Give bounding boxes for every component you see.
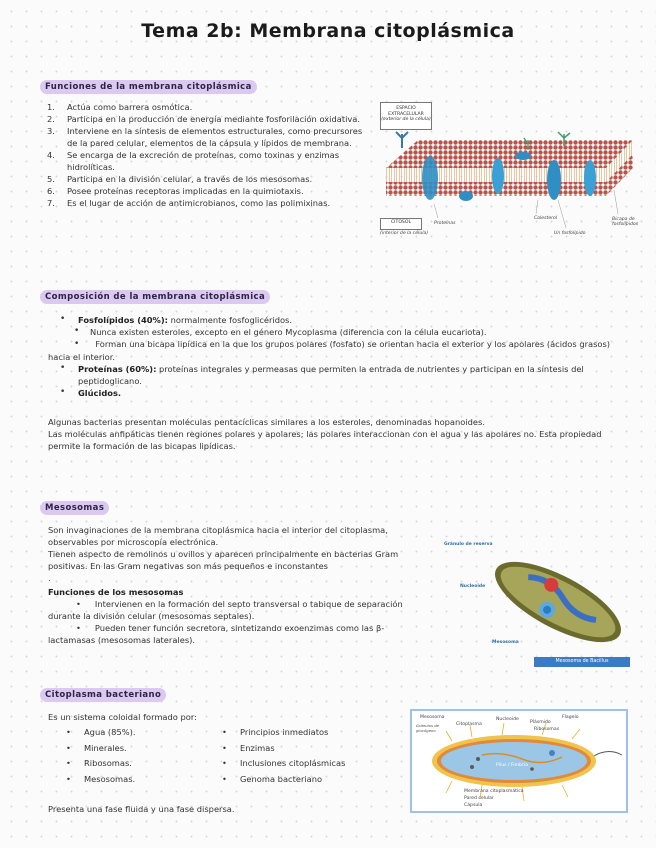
bullet-dot: • — [66, 773, 71, 784]
anfipaticas-paragraph: Las moléculas anfipáticas tienen regiones polares y apolares; las polares interaccionan con el agua y las apolares no. Esta propiedad permite la formación de las bicapas lipídicas. — [48, 429, 602, 451]
label-plasmido: Plásmido — [530, 720, 551, 725]
sub-bullet-bicapa — [48, 338, 628, 363]
citoplasma-item — [62, 756, 212, 772]
funcion-item — [47, 125, 369, 149]
bullet-glucidos — [48, 387, 628, 399]
extracellular-sub: (exterior de la célula) — [381, 117, 431, 122]
section-heading-citoplasma: Citoplasma bacteriano — [40, 688, 166, 702]
label-granulo: Gránulo de reserva — [444, 542, 493, 547]
citoplasma-item-text: Ribosomas. — [84, 758, 132, 768]
citoplasma-item-text: Agua (85%). — [84, 727, 136, 737]
extracellular-label: ESPACIO EXTRACELULAR — [388, 106, 424, 117]
bullet-dot: • — [222, 758, 227, 768]
item-number: 5. — [47, 174, 55, 184]
citoplasma-item — [218, 772, 378, 788]
bullet-dot: • — [66, 758, 71, 768]
item-number: 2. — [47, 114, 55, 124]
secretora-text: Pueden tener función secretora, sintetizando exoenzimas como las β-lactamasas (mesosomas laterales). — [48, 623, 385, 645]
item-text: Participa en la división celular, a través de los mesosomas. — [67, 174, 313, 184]
mesosomas-definition: Son invaginaciones de la membrana citoplásmica hacia el interior del citoplasma, observables por microscopía electrónica. — [48, 525, 388, 547]
citoplasma-item — [62, 772, 212, 788]
citoplasma-intro: Es un sistema coloidal formado por: — [48, 712, 197, 722]
label-flagelo: Flagelo — [562, 715, 579, 720]
mesosomas-dot: . — [48, 573, 51, 583]
bullet-dot: • — [74, 339, 80, 349]
septo-text: Intervienen en la formación del septo transversal o tabique de separación durante la división celular (mesosomas septales). — [48, 599, 403, 621]
bacillus-svg — [440, 534, 636, 670]
item-number: 3. — [47, 126, 55, 136]
citoplasma-item-text: Principios inmediatos — [240, 727, 329, 737]
citoplasma-item — [218, 741, 378, 757]
section-heading-funciones: Funciones de la membrana citoplásmica — [40, 80, 257, 94]
citoplasma-outro: Presenta una fase fluida y una fase dispersa. — [48, 804, 235, 814]
mesosoma-figure — [440, 534, 636, 670]
mesosomas-aspect: Tienen aspecto de remolinos u ovillos y aparecen principalmente en bacterias Gram positivas. En las Gram negativas son más pequeños e inconstantes — [48, 549, 399, 571]
section-heading-composicion: Composición de la membrana citoplásmica — [40, 290, 270, 304]
citoplasma-col2 — [218, 725, 378, 787]
bullet-dot: • — [74, 326, 80, 336]
bullet-proteinas — [48, 363, 628, 387]
funcion-item — [47, 149, 369, 173]
bullet-dot: • — [60, 314, 66, 324]
funcion-item — [47, 173, 369, 185]
funcion-item — [47, 101, 369, 113]
section-heading-mesosomas: Mesosomas — [40, 501, 109, 515]
bullet-dot: • — [76, 599, 81, 609]
label-nucleoide: Nucleoide — [460, 584, 486, 589]
bullet-secretora — [48, 622, 428, 646]
bullet-dot: • — [76, 623, 81, 633]
label-mesosoma: Mesosoma — [492, 640, 519, 645]
item-number: 1. — [47, 102, 55, 112]
label-membrana: Membrana citoplasmática — [464, 789, 524, 794]
hopanoides-paragraph: Algunas bacterias presentan moléculas pentacíclicas similares a los esteroles, denominadas hopanoides. — [48, 417, 485, 427]
item-number: 7. — [47, 198, 55, 208]
item-text: Se encarga de la excreción de proteínas, como toxinas y enzimas hidrolíticas. — [67, 150, 340, 172]
membrane-diagram — [378, 100, 640, 250]
label-pared: Pared celular — [464, 796, 494, 801]
cytosol-label-box — [380, 218, 422, 230]
bullet-fosfolipidos — [48, 314, 628, 326]
funcion-item — [47, 113, 369, 125]
page-title: Tema 2b: Membrana citoplásmica — [141, 20, 515, 42]
item-text: Participa en la producción de energía mediante fosforilación oxidativa. — [67, 114, 361, 124]
glucidos-label: Glúcidos. — [78, 388, 122, 398]
cytosol-sub: (interior de la célula) — [380, 231, 429, 236]
mesosomas-block — [48, 524, 428, 646]
item-text: Actúa como barrera osmótica. — [67, 102, 193, 112]
esteroles-text: Nunca existen esteroles, excepto en el género Mycoplasma (diferencia con la célula eucariota). — [90, 327, 487, 337]
label-citoplasma: Citoplasma — [456, 722, 482, 727]
label-bicapa: Bicapa de fosfolípidos — [612, 217, 639, 227]
funcion-item — [47, 197, 369, 209]
label-capsula: Cápsula — [464, 803, 483, 808]
bullet-dot: • — [222, 742, 227, 753]
fosfolipidos-text: normalmente fosfoglicéridos. — [167, 315, 293, 325]
citoplasma-item-text: Genoma bacteriano — [240, 773, 323, 784]
fosfolipidos-label: Fosfolípidos (40%): — [78, 315, 168, 325]
citoplasma-item-text: Mesosomas. — [84, 773, 136, 784]
citoplasma-item-text: Inclusiones citoplásmicas — [240, 758, 346, 768]
item-number: 6. — [47, 186, 55, 196]
item-text: Posee proteínas receptoras implicadas en la quimiotaxis. — [67, 186, 304, 196]
funciones-list — [47, 101, 369, 209]
bullet-dot: • — [222, 727, 227, 737]
bicapa-text: Forman una bicapa lipídica en la que los grupos polares (fosfato) se orientan hacia el exterior y los apolares (ácidos grasos) hacia el interior. — [48, 339, 611, 362]
label-colesterol: Colesterol — [534, 216, 558, 221]
proteinas-label: Proteínas (60%): — [78, 364, 157, 374]
label-pilus: Pilus / Fimbria — [496, 763, 528, 768]
bullet-dot: • — [66, 727, 71, 737]
citoplasma-item-text: Minerales. — [84, 742, 127, 753]
sub-bullet-esteroles — [48, 326, 628, 338]
citoplasma-item — [62, 725, 212, 741]
proteinas-text: proteínas integrales y permeasas que permiten la entrada de nutrientes y participan en la síntesis del peptidoglicano. — [78, 364, 584, 386]
label-granulos: Gránulos de glucógeno — [416, 723, 439, 733]
bullet-septo — [48, 598, 428, 622]
bullet-dot: • — [222, 773, 227, 784]
cytosol-label: CITOSOL — [390, 220, 412, 225]
bacterium-structure-figure — [410, 709, 628, 813]
citoplasma-item — [62, 741, 212, 757]
funciones-mesosomas-heading: Funciones de los mesosomas — [48, 587, 184, 597]
label-proteinas: Proteínas — [434, 221, 456, 226]
item-text: Interviene en la síntesis de elementos estructurales, como precursores de la pared celular, elementos de la cápsula y lípidos de membrana. — [67, 126, 363, 148]
citoplasma-col1 — [62, 725, 212, 787]
citoplasma-item — [218, 725, 378, 741]
label-mesosoma-bact: Mesosoma — [420, 715, 445, 720]
label-fosfolipido: Un fosfolípido — [554, 231, 586, 236]
label-ribosomas: Ribosomas — [534, 727, 560, 732]
item-number: 4. — [47, 150, 55, 160]
composicion-block — [48, 314, 628, 452]
bacterium-svg — [412, 711, 626, 811]
bullet-dot: • — [60, 363, 66, 373]
bullet-dot: • — [66, 742, 71, 753]
citoplasma-item — [218, 756, 378, 772]
mesosoma-caption: Mesosoma de Bacillus — [534, 657, 630, 667]
label-nucleoide-bact: Nucleoide — [496, 717, 519, 722]
item-text: Es el lugar de acción de antimicrobianos, como las polimixinas. — [67, 198, 331, 208]
citoplasma-item-text: Enzimas — [240, 742, 275, 753]
funcion-item — [47, 185, 369, 197]
bullet-dot: • — [60, 387, 66, 397]
